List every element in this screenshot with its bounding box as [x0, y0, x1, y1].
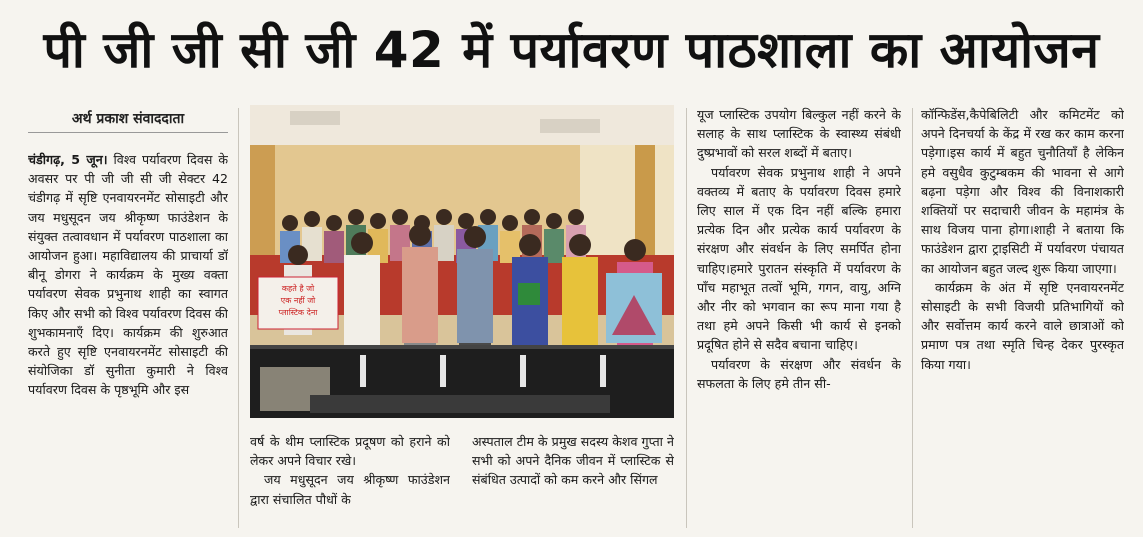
column-divider	[238, 108, 239, 528]
event-photo	[250, 105, 674, 418]
column-1-text: विश्व पर्यावरण दिवस के अवसर पर पी जी जी सी जी सेक्टर 42 चंडीगढ़ में सृष्टि एनवायरनमेंट सोसाइटी और जय मधुसूदन जय श्रीकृष्ण फाउंडेशन के संयुक्त तत्वावधान में पर्यावरण पाठशाला का आयोजन हुआ। महाविद्यालय की प्राचार्या डॉ बीनू डोगरा ने कार्यक्रम के मुख्य वक्ता पर्यावरण सेवक प्रभुनाथ शाही का स्वागत किए और सभी को विश्व पर्यावरण दिवस की शुभकामनाएँ दिए। कार्यक्रम की शुरुआत करते हुए सृष्टि एनवायरनमेंट सोसाइटी की संयोजिका डॉ सुनीता कुमारी ने विश्व पर्यावरण दिवस के पृष्ठभूमि और इस	[28, 152, 228, 398]
column-3	[472, 432, 674, 530]
byline: अर्थ प्रकाश संवाददाता	[28, 104, 228, 133]
column-5-paragraph-1: कॉन्फिडेंस,कैपेबिलिटी और कमिटमेंट को अपने दिनचर्या के केंद्र में रख कर काम करना पड़ेगा।इस कार्य में बहुत चुनौतियाँ है लेकिन हमे वसुधैव कुटुम्बकम की भावना से आगे बढ़ना पड़ेगा और विश्व की विनाशकारी शक्तियों पर सदाचारी जीवन के महामंत्र के साथ विजय पाना होगा।शाही ने बताया कि फाउंडेशन द्वारा ट्राइसिटी में पर्यावरण पंचायत का आयोजन बहुत जल्द शुरू किया जाएगा।	[921, 107, 1124, 276]
column-1-paragraph	[28, 150, 228, 400]
column-2	[250, 432, 450, 530]
column-3-paragraph: अस्पताल टीम के प्रमुख सदस्य केशव गुप्ता ने सभी को अपने दैनिक जीवन में प्लास्टिक से संबंधित उत्पादों को कम करने और सिंगल	[472, 434, 674, 488]
column-2-paragraph-2: जय मधुसूदन जय श्रीकृष्ण फाउंडेशन द्वारा संचालित पौधों के	[250, 472, 450, 507]
column-4-paragraph-2: पर्यावरण सेवक प्रभुनाथ शाही ने अपने वक्तव्य में बताए के पर्यावरण दिवस हमारे लिए साल में एक दिन नहीं बल्कि हमारा प्रत्येक दिन और प्रत्येक कार्य पर्यावरण के संरक्षण और संवर्धन के लिए समर्पित होना चाहिए।हमारे पुरातन संस्कृति में पर्यावरण के पाँच महाभूत तत्वों भूमि, गगन, वायु, अग्नि और नीर को भगवान का रूप माना गया है तथा हमे अपने किसी भी कार्य से इनको प्रदूषित होने से सदैव बचाना चाहिए।	[697, 164, 901, 353]
column-5	[921, 105, 1124, 530]
column-5-paragraph-2: कार्यक्रम के अंत में सृष्टि एनवायरनमेंट सोसाइटी के सभी विजयी प्रतिभागियों को और सर्वोत्तम कार्य करने वाले छात्राओं को प्रमाण पत्र तथा स्मृति चिन्ह देकर पुरस्कृत किया गया।	[921, 279, 1124, 372]
photo-poster-text: कहते है जो	[281, 284, 315, 293]
column-2-paragraph-1: वर्ष के थीम प्लास्टिक प्रदूषण को हराने को लेकर अपने विचार रखे।	[250, 434, 450, 469]
headline: पी जी जी सी जी 42 में पर्यावरण पाठशाला का आयोजन	[43, 21, 1100, 79]
dateline: चंडीगढ़, 5 जून।	[28, 152, 108, 167]
column-divider	[912, 108, 913, 528]
column-4-paragraph-1: यूज प्लास्टिक उपयोग बिल्कुल नहीं करने के सलाह के साथ प्लास्टिक के स्वास्थ्य संबंधी दुष्प्रभावों को सरल शब्दों में बताए।	[697, 107, 901, 161]
event-photo-illustration	[250, 105, 674, 418]
column-divider	[686, 108, 687, 528]
column-1	[28, 150, 228, 530]
svg-text:प्लास्टिक देना: प्लास्टिक देना	[278, 308, 318, 317]
column-4-paragraph-3: पर्यावरण के संरक्षण और संवर्धन के सफलता के लिए हमे तीन सी-	[697, 356, 901, 391]
column-4	[697, 105, 901, 530]
svg-text:एक नहीं जो: एक नहीं जो	[280, 296, 316, 305]
